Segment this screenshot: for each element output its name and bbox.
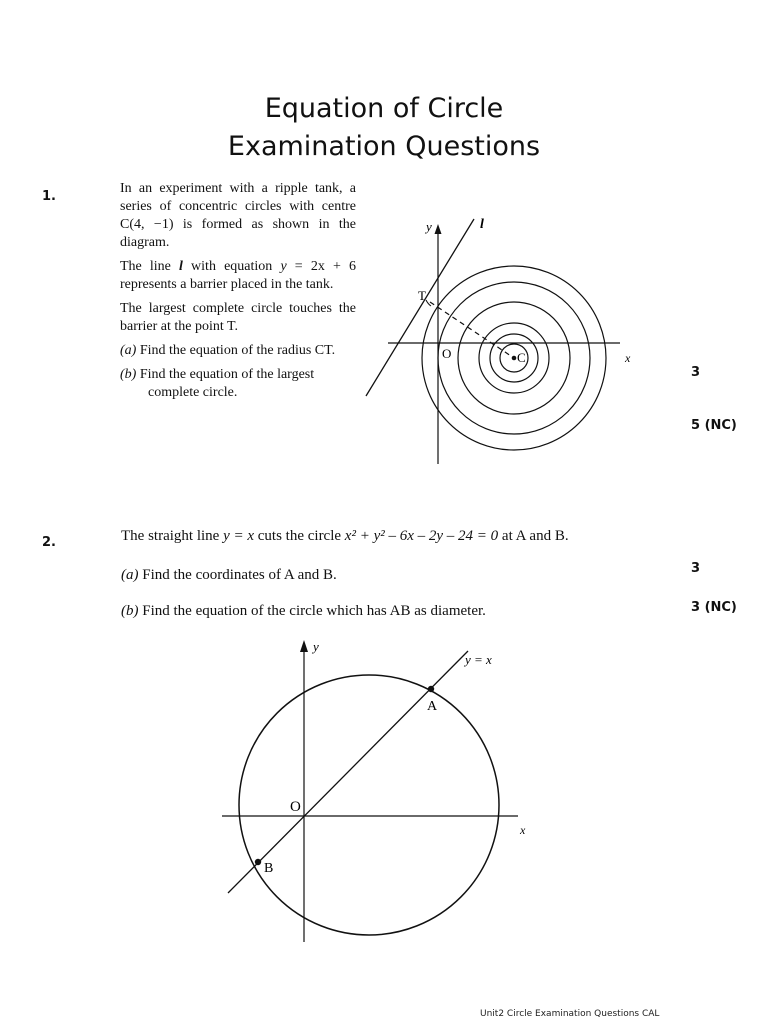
title-line-1: Equation of Circle [264,93,504,124]
page-footer: Unit2 Circle Examination Questions CAL [480,1009,660,1019]
q2-stem-post: at A and B. [498,528,569,544]
question-1-text [120,180,356,408]
q1-label-l: l [480,217,484,232]
q2-marks-b: 3 (NC) [691,600,737,615]
q2-marks-a: 3 [691,561,701,576]
q1-part-a-label: (a) [120,343,137,358]
q2-stem-mid: cuts the circle [254,528,345,544]
q1-p2-eq: y [280,259,287,274]
q2-label-line: y = x [465,652,492,667]
q2-label-y: y [313,639,319,654]
q1-part-a [120,342,356,360]
title-line-2: Examination Questions [227,131,541,162]
q2-label-o: O [290,799,301,815]
q1-label-x: x [625,351,631,365]
q1-paragraph-1: In an experiment with a ripple tank, a series of concentric circles with centre C(4, −1) is formed as shown in the diagram. [120,181,356,250]
q2-label-b: B [264,861,274,876]
question-2-number: 2. [42,535,56,550]
q1-p2-l: l [179,259,183,274]
q1-paragraph-3: The largest complete circle touches the barrier at the point T. [120,301,356,334]
q2-diagram [215,630,545,955]
q1-p2-post: = 2x + 6 represents a barrier placed in the tank. [120,259,356,292]
q1-label-c: C [517,350,526,365]
q2-part-b-text: Find the equation of the circle which has AB as diameter. [142,603,486,619]
question-1-number: 1. [42,189,56,204]
q1-marks-a: 3 [691,365,701,380]
q2-label-a: A [427,699,438,714]
q1-paragraph-2 [120,258,356,294]
q2-part-b [121,601,486,621]
q1-p2-pre: The line [120,259,180,274]
q2-stem-eq: y = x [223,528,254,544]
point-b [255,859,261,865]
q2-circle [239,675,499,935]
q2-stem-pre: The straight line [121,528,224,544]
point-a [428,686,434,692]
q1-diagram [360,205,650,470]
q1-part-b-label: (b) [120,367,137,382]
centre-point-c [512,356,517,361]
q1-p2-mid: with equation [182,259,281,274]
q1-label-t: T [418,288,426,303]
q2-stem-circle: x² + y² – 6x – 2y – 24 = 0 [344,528,499,544]
q2-part-a-text: Find the coordinates of A and B. [142,567,337,583]
q1-label-o: O [442,346,452,361]
right-angle-mark [426,300,431,306]
q1-part-a-text: Find the equation of the radius CT. [139,343,336,358]
q1-label-y: y [426,219,432,234]
q2-y-axis-arrow [300,640,308,652]
q2-part-a [121,565,337,585]
q1-part-b [120,366,356,402]
q2-stem [121,526,569,546]
q1-marks-b: 5 (NC) [691,418,737,433]
q2-label-x: x [520,823,526,837]
q2-part-a-label: (a) [121,567,139,583]
q2-part-b-label: (b) [121,603,139,619]
q1-part-b-text: Find the equation of the largest complete circle. [139,367,315,400]
y-axis-arrow [435,224,442,234]
page-title [0,90,768,166]
